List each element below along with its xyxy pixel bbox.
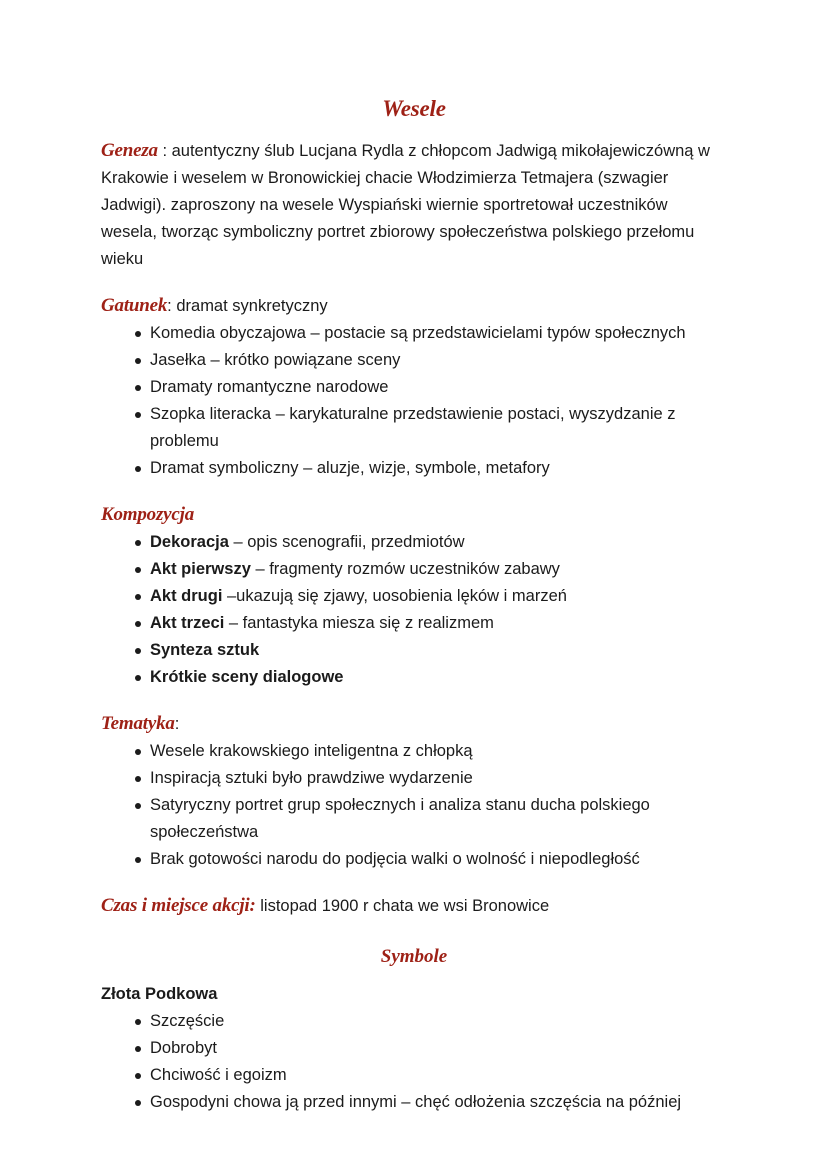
list-item xyxy=(101,455,738,482)
page-title: Wesele xyxy=(382,96,446,121)
symbol-group-title: Złota Podkowa xyxy=(101,985,218,1004)
list-item xyxy=(101,556,738,583)
list-item xyxy=(101,583,738,610)
list-item-label: Synteza sztuk xyxy=(150,640,260,659)
list-item-text: Inspiracją sztuki było prawdziwe wydarzenie xyxy=(150,768,473,787)
list-item-label: Akt pierwszy xyxy=(150,559,251,578)
list-item-text: – fragmenty rozmów uczestników zabawy xyxy=(250,559,560,578)
spacer xyxy=(101,968,738,981)
czas-body: listopad 1900 r chata we wsi Bronowice xyxy=(260,896,550,915)
section-heading-gatunek: Gatunek xyxy=(101,294,168,316)
section-heading-czas-i-miejsce: Czas i miejsce akcji: xyxy=(101,894,256,916)
gatunek-separator: : xyxy=(167,296,177,315)
list-item xyxy=(101,401,738,455)
list-item-label: Akt trzeci xyxy=(150,613,225,632)
tematyka-separator: : xyxy=(174,714,180,733)
list-item-text: Gospodyni chowa ją przed innymi – chęć odłożenia szczęścia na później xyxy=(150,1093,682,1112)
list-item-text: Dobrobyt xyxy=(150,1039,217,1058)
section-kompozycja-lead xyxy=(101,501,738,529)
spacer xyxy=(101,691,738,710)
section-tematyka-lead xyxy=(101,710,738,738)
list-item-label: Dekoracja xyxy=(150,532,229,551)
list-item-text: Jasełka – krótko powiązane sceny xyxy=(150,350,401,369)
section-heading-geneza: Geneza xyxy=(101,139,158,161)
section-czas-i-miejsce xyxy=(101,892,738,920)
list-item-text: –ukazują się zjawy, uosobienia lęków i marzeń xyxy=(222,586,567,605)
section-gatunek-lead xyxy=(101,292,738,320)
list-item-text: Szopka literacka – karykaturalne przedstawienie postaci, wyszydzanie z problemu xyxy=(150,404,676,450)
list-item xyxy=(101,846,738,873)
list-item xyxy=(101,1089,738,1116)
list-item-text: Komedia obyczajowa – postacie są przedstawicielami typów społecznych xyxy=(150,323,686,342)
spacer xyxy=(101,482,738,501)
spacer xyxy=(101,273,738,292)
bullet-list-symbole xyxy=(101,1008,738,1116)
list-item-text: – opis scenografii, przedmiotów xyxy=(228,532,465,551)
list-item xyxy=(101,1008,738,1035)
list-item xyxy=(101,320,738,347)
list-item xyxy=(101,1035,738,1062)
symbole-group-container xyxy=(101,981,738,1116)
list-item-text: Dramaty romantyczne narodowe xyxy=(150,377,389,396)
list-item xyxy=(101,347,738,374)
list-item xyxy=(101,610,738,637)
list-item-text: Szczęście xyxy=(150,1012,225,1031)
bullet-list-gatunek xyxy=(101,320,738,482)
section-heading-tematyka: Tematyka xyxy=(101,712,175,734)
list-item xyxy=(101,374,738,401)
list-item xyxy=(101,765,738,792)
list-item xyxy=(101,738,738,765)
list-item-text: Chciwość i egoizm xyxy=(150,1066,287,1085)
list-item-label: Krótkie sceny dialogowe xyxy=(150,667,344,686)
bullet-list-kompozycja xyxy=(101,529,738,691)
spacer xyxy=(101,920,738,946)
geneza-separator: : xyxy=(157,141,172,160)
list-item xyxy=(101,529,738,556)
geneza-body: autentyczny ślub Lucjana Rydla z chłopcom Jadwigą mikołajewiczówną w Krakowie i weselem w Bronowickiej chacie Włodzimierza Tetmajera (szwagier Jadwigi). zaproszony na wesele Wyspiański wiernie sportretował uczestników wesela, tworząc symboliczny portret zbiorowy społeczeństwa polskiego przełomu wieku xyxy=(101,141,710,268)
list-item-text: Wesele krakowskiego inteligentna z chłopką xyxy=(150,741,473,760)
list-item xyxy=(101,664,738,691)
list-item xyxy=(101,637,738,664)
gatunek-lead-text: dramat synkretyczny xyxy=(176,296,328,315)
list-item-text: Brak gotowości narodu do podjęcia walki o wolność i niepodległość xyxy=(150,849,640,868)
list-item-text: – fantastyka miesza się z realizmem xyxy=(224,613,494,632)
list-item-text: Dramat symboliczny – aluzje, wizje, symbole, metafory xyxy=(150,458,550,477)
list-item-text: Satyryczny portret grup społecznych i analiza stanu ducha polskiego społeczeństwa xyxy=(150,795,650,841)
list-item xyxy=(101,1062,738,1089)
section-heading-kompozycja: Kompozycja xyxy=(101,503,194,525)
spacer xyxy=(101,873,738,892)
section-geneza xyxy=(101,137,726,273)
bullet-list-tematyka xyxy=(101,738,738,873)
list-item-label: Akt drugi xyxy=(150,586,223,605)
list-item xyxy=(101,792,738,846)
section-heading-symbole: Symbole xyxy=(380,945,448,967)
